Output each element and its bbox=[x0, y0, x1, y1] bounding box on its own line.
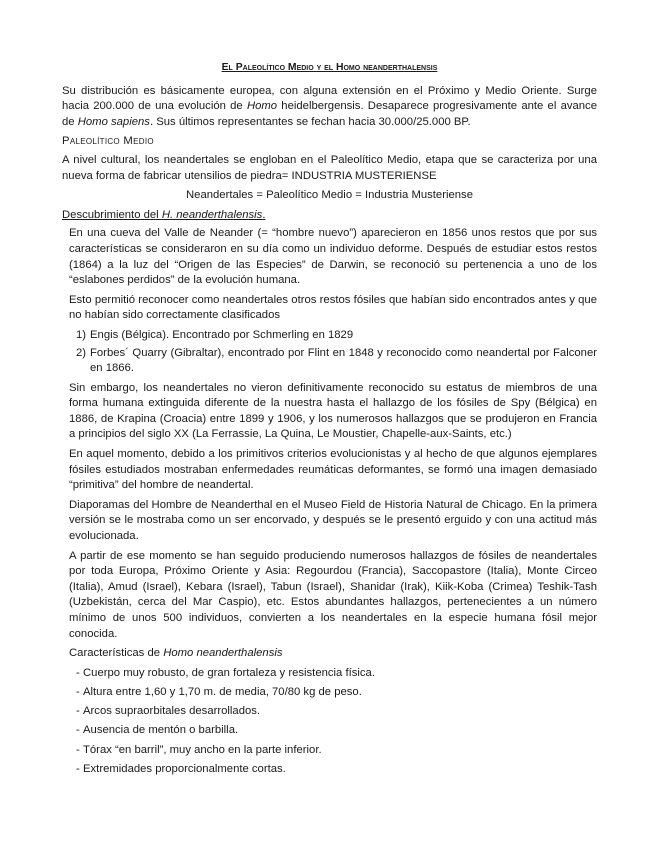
characteristics-item: - Tórax “en barril”, muy ancho en la parte inferior. bbox=[62, 743, 597, 759]
intro-text-2: heidelbergensis. Desaparece progresivamente ante el avance de bbox=[62, 100, 597, 128]
discovery-heading-text: Descubrimiento del bbox=[62, 208, 162, 221]
finds-list-item bbox=[62, 328, 597, 344]
history-paragraph: En aquel momento, debido a los primitivos criterios evolucionistas y al hecho de que algunos ejemplares fósiles estudiados mostraban enfermedades reumáticas deformantes, se formó una imagen demasiado “primitiva” del hombre de neandertal. bbox=[69, 448, 597, 492]
finds-list-number: 1) bbox=[76, 328, 87, 341]
discovery-heading-species: H. neanderthalensis bbox=[161, 208, 263, 221]
finds-list-item bbox=[62, 346, 597, 377]
discovery-heading-end: . bbox=[262, 208, 266, 221]
finds-list-text: Engis (Bélgica). Encontrado por Schmerling en 1829 bbox=[90, 328, 354, 341]
finds-list bbox=[62, 328, 597, 377]
discovery-heading bbox=[62, 208, 597, 224]
intro-paragraph bbox=[62, 84, 597, 131]
section-heading: Paleolítico Medio bbox=[62, 135, 154, 148]
intro-text-3: . Sus últimos representantes se fechan hacia 30.000/25.000 BP. bbox=[149, 115, 471, 128]
characteristics-heading-species: Homo neanderthalensis bbox=[163, 647, 283, 660]
intro-emphasis-homo-sapiens: Homo sapiens bbox=[77, 115, 150, 128]
document-page bbox=[62, 56, 597, 781]
characteristics-heading bbox=[69, 646, 597, 662]
characteristics-list bbox=[62, 666, 597, 778]
intro-text-1: Su distribución es básicamente europea, con alguna extensión en el Próximo y Medio Oriente. Surge hacia 200.000 de una evolución de bbox=[62, 84, 597, 113]
history-paragraph: Diaporamas del Hombre de Neanderthal en el Museo Field de Historia Natural de Chicago. En la primera versión se le mostraba como un ser encorvado, y después se le presentó erguido y con una actitud más evolucionada. bbox=[69, 498, 597, 543]
characteristics-heading-text: Características de bbox=[69, 647, 164, 660]
characteristics-item: - Ausencia de mentón o barbilla. bbox=[62, 723, 597, 739]
characteristics-item: - Arcos supraorbitales desarrollados. bbox=[62, 704, 597, 720]
finds-list-text: Forbes´ Quarry (Gibraltar), encontrado por Flint en 1848 y reconocido como neandertal por Falconer en 1866. bbox=[90, 346, 597, 375]
characteristics-item: - Altura entre 1,60 y 1,70 m. de media, 70/80 kg de peso. bbox=[62, 685, 597, 701]
culture-paragraph: A nivel cultural, los neandertales se engloban en el Paleolítico Medio, etapa que se caracteriza por una nueva forma de fabricar utensilios de piedra= INDUSTRIA MUSTERIENSE bbox=[62, 153, 597, 182]
finds-list-number: 2) bbox=[76, 346, 87, 359]
intro-emphasis-homo: Homo bbox=[246, 100, 278, 113]
document-title: El Paleolítico Medio y el Homo neanderthalensis bbox=[221, 62, 438, 73]
history-paragraph: A partir de ese momento se han seguido produciendo numerosos hallazgos de fósiles de neandertales por toda Europa, Próximo Oriente y Asia: Regourdou (Francia), Saccopastore (Italia), Monte Circeo (Italia), Amud (Israel), Kebara (Israel), Tabun (Israel), Shanidar (Irak), Kiik-Koba (Crimea) Teshik-Tash (Uzbekistán, cerca del Mar Caspio), etc. Estos abundantes hallazgos, pertenecientes a un número mínimo de unos 500 individuos, convierten a los neandertales en la especie humana fósil mejor conocida. bbox=[69, 549, 597, 640]
characteristics-item: - Extremidades proporcionalmente cortas. bbox=[62, 762, 597, 778]
history-paragraph: Sin embargo, los neandertales no vieron definitivamente reconocido su estatus de miembros de una forma humana extinguida diferente de la nuestra hasta el hallazgo de los fósiles de Spy (Bélgica) en 1886, de Krapina (Croacia) entre 1899 y 1906, y los numerosos hallazgos que se produjeron en Francia a principios del siglo XX (La Ferrassie, La Quina, Le Moustier, Chapelle-aux-Saints, etc.) bbox=[69, 381, 597, 441]
characteristics-item: - Cuerpo muy robusto, de gran fortaleza y resistencia física. bbox=[62, 666, 597, 682]
discovery-paragraph: Esto permitió reconocer como neandertales otros restos fósiles que habían sido encontrados antes y que no habían sido correctamente clasificados bbox=[69, 293, 597, 322]
discovery-paragraph: En una cueva del Valle de Neander (= “hombre nuevo”) aparecieron en 1856 unos restos que por sus características se consideraron en su día como un individuo deforme. Después de estudiar estos restos (1864) a la luz del “Origen de las Especies” de Darwin, se reconoció su pertenencia a uno de los “eslabones perdidos” de la evolución humana. bbox=[69, 227, 597, 287]
equation-line: Neandertales = Paleolítico Medio = Industria Musteriense bbox=[186, 189, 473, 202]
